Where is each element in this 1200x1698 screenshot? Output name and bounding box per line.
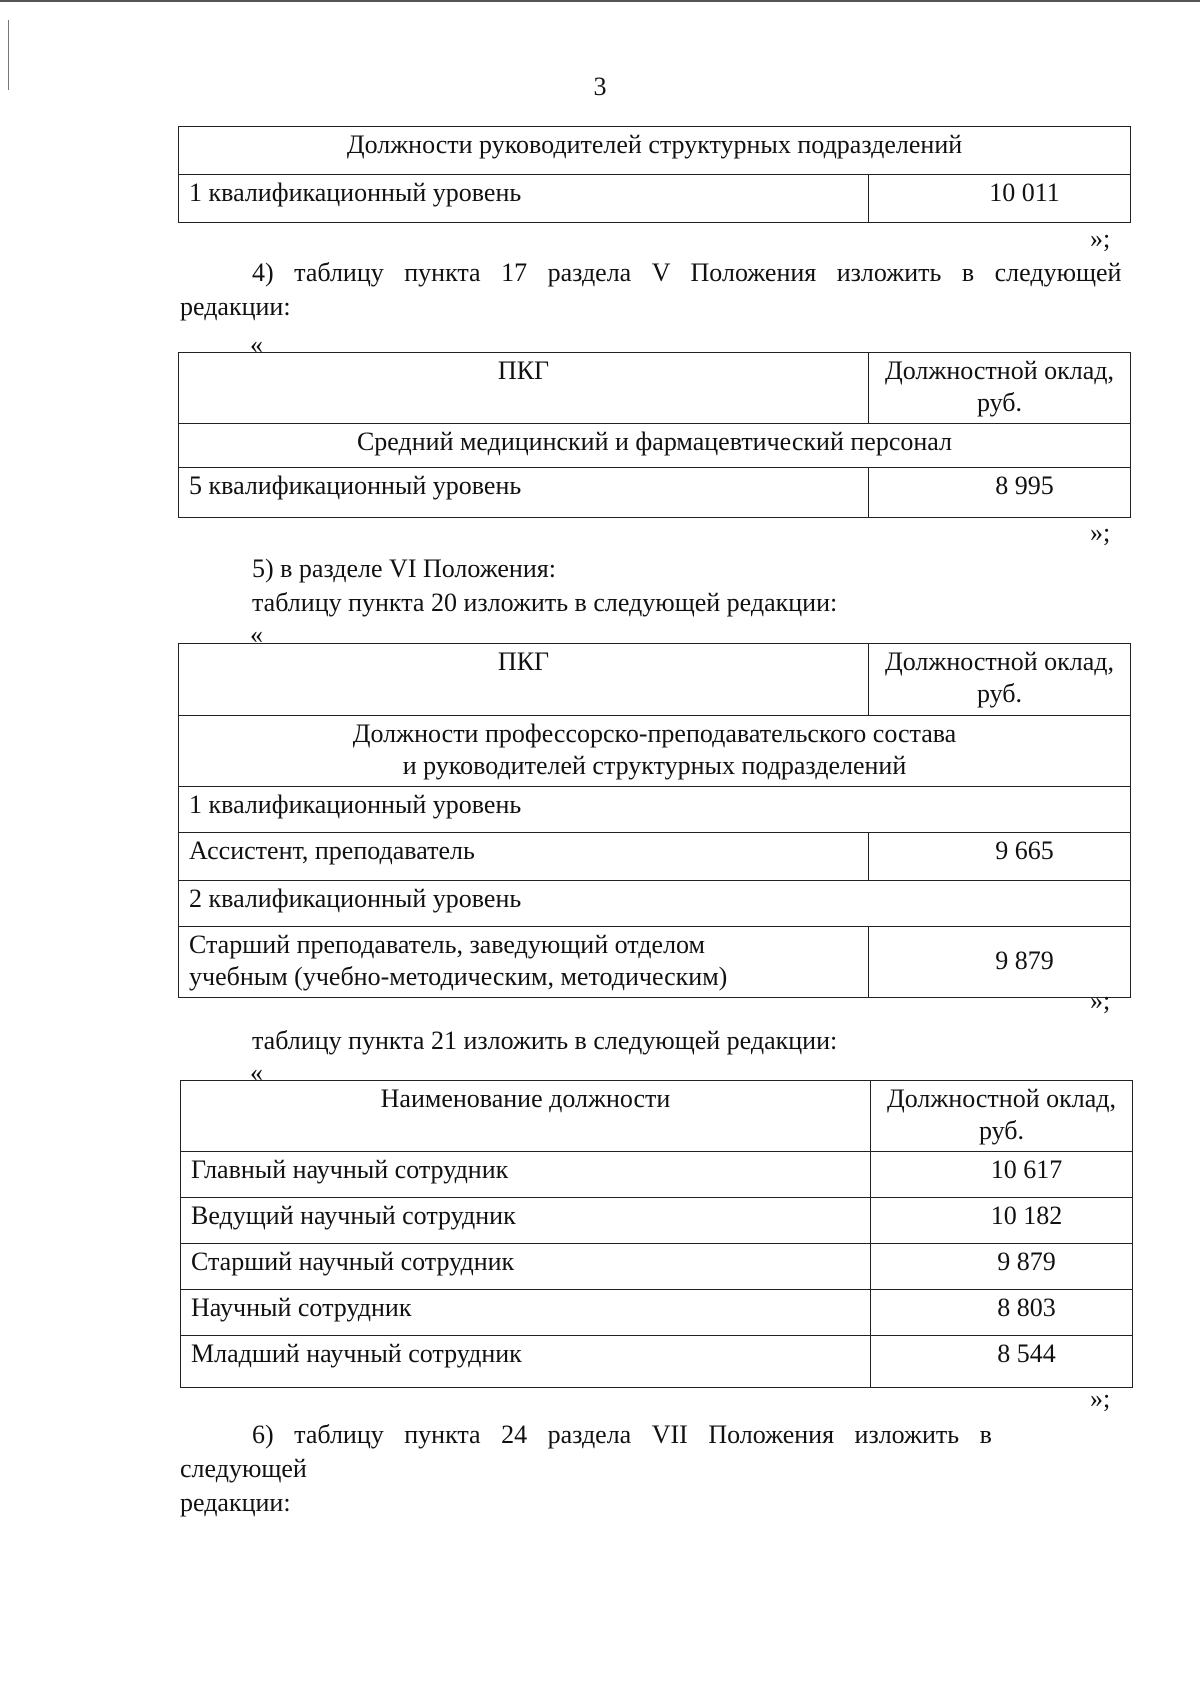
- column-header-salary: Должностной оклад, руб.: [869, 353, 1131, 424]
- table-row-label: Ведущий научный сотрудник: [181, 1198, 871, 1244]
- closing-quote: »;: [1090, 518, 1111, 547]
- table-row-value: 10 617: [871, 1152, 1133, 1198]
- closing-quote: »;: [1090, 1384, 1111, 1413]
- page-number: 3: [593, 72, 607, 101]
- item-6-line-1: 6) таблицу пункта 24 раздела VII Положения изложить в следующей: [180, 1420, 992, 1483]
- qualification-level-row: 1 квалификационный уровень: [179, 787, 1131, 833]
- table-row-label: Главный научный сотрудник: [181, 1152, 871, 1198]
- section-header-line-1: Должности профессорско-преподавательского состава: [352, 719, 957, 748]
- item-4-line-1: 4) таблицу пункта 17 раздела V Положения изложить в следующей: [252, 258, 1122, 287]
- item-5-line-2: таблицу пункта 20 изложить в следующей редакции:: [252, 588, 838, 617]
- item-5-table-21-paragraph: [252, 1024, 1132, 1058]
- table-row-label: Научный сотрудник: [181, 1290, 871, 1336]
- scan-edge-line: [0, 0, 1200, 2]
- item-4-paragraph: [180, 256, 1130, 324]
- table-row-value: 9 665: [869, 833, 1131, 881]
- table-row-value: 8 995: [869, 468, 1131, 518]
- column-header-salary: Должностной оклад, руб.: [869, 644, 1131, 716]
- item-5-table-21-line: таблицу пункта 21 изложить в следующей редакции:: [252, 1026, 838, 1055]
- item-6-paragraph: [180, 1418, 1130, 1520]
- column-header-pkg: ПКГ: [179, 644, 869, 716]
- column-header-pkg: ПКГ: [179, 353, 869, 424]
- qualification-level-row: 2 квалификационный уровень: [179, 881, 1131, 927]
- closing-quote: »;: [1090, 224, 1111, 253]
- table-row-value: 10 182: [871, 1198, 1133, 1244]
- table-row-label: [179, 927, 869, 998]
- table-row-label: Ассистент, преподаватель: [179, 833, 869, 881]
- item-5-paragraph: [252, 552, 1132, 620]
- opening-quote: «: [250, 620, 263, 649]
- item-4-line-2: редакции:: [180, 292, 291, 321]
- table-row-label: 5 квалификационный уровень: [179, 468, 869, 518]
- column-header-salary: Должностной оклад, руб.: [871, 1081, 1133, 1152]
- column-header-position: Наименование должности: [181, 1081, 871, 1152]
- table-row-value: 9 879: [869, 927, 1131, 998]
- table-row-value: 8 544: [871, 1336, 1133, 1388]
- table-row-value: 8 803: [871, 1290, 1133, 1336]
- table-medical-staff: [178, 352, 1131, 518]
- table-teaching-staff: [178, 643, 1131, 998]
- table-section-header: Должности руководителей структурных подразделений: [179, 127, 1131, 175]
- table-row-label: Младший научный сотрудник: [181, 1336, 871, 1388]
- row-label-line-2: учебным (учебно-методическим, методическим): [189, 962, 728, 991]
- table-research-staff: [180, 1080, 1133, 1388]
- table-row-value: 10 011: [869, 175, 1131, 223]
- table-row-label: 1 квалификационный уровень: [179, 175, 869, 223]
- item-5-line-1: 5) в разделе VI Положения:: [252, 554, 556, 583]
- table-row-label: Старший научный сотрудник: [181, 1244, 871, 1290]
- opening-quote: «: [250, 1058, 263, 1087]
- table-section-header: Средний медицинский и фармацевтический персонал: [179, 424, 1131, 468]
- item-6-line-2: редакции:: [180, 1488, 291, 1517]
- opening-quote: «: [250, 330, 263, 359]
- table-management-positions: [178, 126, 1131, 223]
- table-row-value: 9 879: [871, 1244, 1133, 1290]
- table-section-header: [179, 716, 1131, 787]
- closing-quote: »;: [1090, 986, 1111, 1015]
- section-header-line-2: и руководителей структурных подразделений: [402, 751, 907, 780]
- row-label-line-1: Старший преподаватель, заведующий отделом: [189, 930, 706, 959]
